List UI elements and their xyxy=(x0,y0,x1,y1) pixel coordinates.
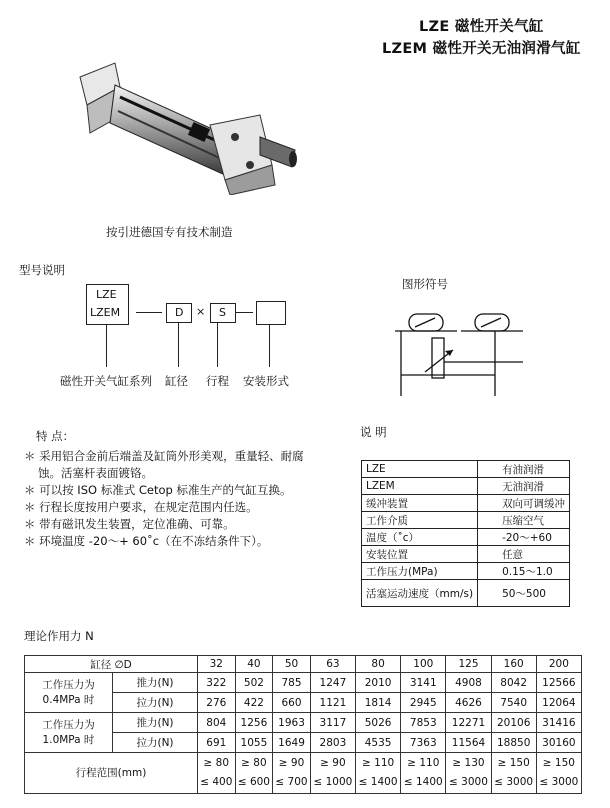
spec-label: 安装位置 xyxy=(362,546,478,563)
cell-text-line: 0.4MPa 时 xyxy=(42,693,95,706)
spec-label: 工作压力(MPa) xyxy=(362,563,478,580)
force-value-cell: 1814 xyxy=(356,693,401,713)
force-value-cell: 1247 xyxy=(310,673,355,693)
force-value-cell: 422 xyxy=(235,693,273,713)
feature-item: ＊ 环境温度 -20～+ 60˚c（在不冻结条件下）。 xyxy=(24,534,269,548)
cell-text-line: ≤ 3000 xyxy=(449,776,488,788)
bore-size-cell: 100 xyxy=(401,656,446,673)
cell-text-line: ≥ 110 xyxy=(362,757,395,769)
bore-size-cell: 50 xyxy=(273,656,311,673)
force-heading: 理论作用力 N xyxy=(24,629,94,643)
cell-text-line: ≤ 3000 xyxy=(494,776,534,788)
range-label: 行程范围(mm) xyxy=(25,753,198,794)
feature-item-continued: 蚀。活塞杆表面镀铬。 xyxy=(38,466,153,480)
leader-line xyxy=(106,324,107,367)
leader-line xyxy=(178,322,179,367)
cell-text-line: ≤ 3000 xyxy=(539,776,579,788)
force-value-cell: 12064 xyxy=(536,693,581,713)
cell-text-line: 1.0MPa 时 xyxy=(42,733,95,746)
force-table-cell: 推力(N) xyxy=(113,713,198,733)
cell-text-line: ≤ 400 xyxy=(200,776,233,788)
dash xyxy=(236,312,253,313)
force-value-cell: 12271 xyxy=(446,713,491,733)
mount-box xyxy=(256,301,286,325)
bore-size-cell: 125 xyxy=(446,656,491,673)
feature-item: ＊ 采用铝合金前后端盖及缸筒外形美观，重量轻、耐腐 xyxy=(24,449,304,463)
cell-text-line: ≥ 90 xyxy=(320,757,346,769)
force-value-cell: 2945 xyxy=(401,693,446,713)
force-value-cell: 7540 xyxy=(491,693,536,713)
label-mount: 安装形式 xyxy=(243,374,289,388)
force-table-cell: 推力(N) xyxy=(113,673,198,693)
stroke-range-cell xyxy=(536,753,581,794)
cell-text-line: 工作压力为 xyxy=(42,718,95,731)
cell-text-line: ≥ 110 xyxy=(407,757,440,769)
force-value-cell: 31416 xyxy=(536,713,581,733)
spec-row xyxy=(362,461,570,478)
force-value-cell: 276 xyxy=(198,693,236,713)
bore-code: D xyxy=(175,306,184,319)
bore-size-cell: 40 xyxy=(235,656,273,673)
spec-label: 缓冲装置 xyxy=(362,495,478,512)
spec-row xyxy=(362,580,570,607)
force-value-cell: 1256 xyxy=(235,713,273,733)
stroke-range-cell xyxy=(356,753,401,794)
bore-size-cell: 200 xyxy=(536,656,581,673)
bore-size-cell: 63 xyxy=(310,656,355,673)
force-value-cell: 18850 xyxy=(491,733,536,753)
cell-text-line: ≤ 1000 xyxy=(313,776,353,788)
force-value-cell: 7363 xyxy=(401,733,446,753)
features-heading: 特 点： xyxy=(36,429,75,443)
spec-value: 50～500 xyxy=(478,580,570,607)
cell-text-line: ≥ 130 xyxy=(452,757,485,769)
label-series: 磁性开关气缸系列 xyxy=(60,374,152,388)
stroke-range-cell xyxy=(446,753,491,794)
bore-size-cell: 160 xyxy=(491,656,536,673)
stroke-range-cell xyxy=(235,753,273,794)
force-value-cell: 322 xyxy=(198,673,236,693)
spec-row xyxy=(362,512,570,529)
force-value-cell: 12566 xyxy=(536,673,581,693)
force-table-row xyxy=(25,673,582,693)
force-value-cell: 8042 xyxy=(491,673,536,693)
force-table xyxy=(24,655,582,794)
spec-row xyxy=(362,478,570,495)
cell-text-line: ≥ 150 xyxy=(497,757,530,769)
spec-label: 温度（˚c） xyxy=(362,529,478,546)
cell-text-line: ≥ 80 xyxy=(241,757,267,769)
force-table-row xyxy=(25,753,582,794)
force-value-cell: 691 xyxy=(198,733,236,753)
force-value-cell: 804 xyxy=(198,713,236,733)
spec-row xyxy=(362,546,570,563)
force-value-cell: 1963 xyxy=(273,713,311,733)
cell-text-line: 工作压力为 xyxy=(42,678,95,691)
times-sign: × xyxy=(196,305,206,318)
title-line-2: LZEM 磁性开关无油润滑气缸 xyxy=(382,41,581,57)
force-value-cell: 4908 xyxy=(446,673,491,693)
pressure-label-0-4 xyxy=(25,673,113,713)
feature-item: ＊ 行程长度按用户要求，在规定范围内任选。 xyxy=(24,500,258,514)
cell-text-line: ≥ 80 xyxy=(203,757,230,769)
cell-text-line: ≥ 90 xyxy=(278,757,305,769)
features-list xyxy=(24,448,304,550)
spec-value: 0.15～1.0 xyxy=(478,563,570,580)
force-value-cell: 3141 xyxy=(401,673,446,693)
force-value-cell: 4535 xyxy=(356,733,401,753)
series-code-lze: LZE xyxy=(96,288,117,301)
force-value-cell: 1121 xyxy=(310,693,355,713)
spec-row xyxy=(362,563,570,580)
spec-value: 无油润滑 xyxy=(478,478,570,495)
spec-label: 活塞运动速度（mm/s) xyxy=(362,580,478,607)
photo-caption: 按引进德国专有技术制造 xyxy=(106,225,233,239)
spec-value: 压缩空气 xyxy=(478,512,570,529)
spec-value: 双向可调缓冲 xyxy=(478,495,570,512)
leader-line xyxy=(269,324,270,367)
cell-text-line: ≤ 600 xyxy=(237,776,270,788)
spec-label: LZE xyxy=(362,461,478,478)
dash xyxy=(136,312,162,313)
series-code-lzem: LZEM xyxy=(90,306,121,319)
force-table-row xyxy=(25,713,582,733)
stroke-range-cell xyxy=(310,753,355,794)
cylinder-photo xyxy=(60,55,310,195)
spec-row xyxy=(362,529,570,546)
force-table-cell: 拉力(N) xyxy=(113,733,198,753)
force-value-cell: 660 xyxy=(273,693,311,713)
stroke-range-cell xyxy=(198,753,236,794)
pressure-label-1-0 xyxy=(25,713,113,753)
force-value-cell: 785 xyxy=(273,673,311,693)
stroke-range-cell xyxy=(491,753,536,794)
bore-size-cell: 80 xyxy=(356,656,401,673)
spec-value: 有油润滑 xyxy=(478,461,570,478)
label-stroke: 行程 xyxy=(206,374,229,388)
stroke-code: S xyxy=(219,306,226,319)
stroke-range-cell xyxy=(273,753,311,794)
stroke-range-cell xyxy=(401,753,446,794)
cell-text-line: ≤ 1400 xyxy=(358,776,398,788)
force-value-cell: 2010 xyxy=(356,673,401,693)
label-bore: 缸径 xyxy=(165,374,188,388)
spec-value: 任意 xyxy=(478,546,570,563)
spec-row xyxy=(362,495,570,512)
bore-size-cell: 32 xyxy=(198,656,236,673)
graphic-symbol-diagram xyxy=(395,310,535,400)
stroke-box xyxy=(210,303,236,323)
cell-text-line: ≤ 700 xyxy=(275,776,308,788)
force-value-cell: 2803 xyxy=(310,733,355,753)
spec-heading: 说 明 xyxy=(360,425,387,439)
spec-label: LZEM xyxy=(362,478,478,495)
force-value-cell: 3117 xyxy=(310,713,355,733)
series-box xyxy=(86,284,129,325)
force-value-cell: 5026 xyxy=(356,713,401,733)
leader-line xyxy=(217,322,218,367)
symbol-heading: 图形符号 xyxy=(402,277,448,291)
spec-label: 工作介质 xyxy=(362,512,478,529)
force-table-header-row xyxy=(25,656,582,673)
force-value-cell: 30160 xyxy=(536,733,581,753)
bore-box xyxy=(166,303,192,323)
spec-table xyxy=(361,460,570,607)
force-value-cell: 4626 xyxy=(446,693,491,713)
feature-item: ＊ 带有磁讯发生装置，定位准确、可靠。 xyxy=(24,517,235,531)
spec-value: -20～+60 xyxy=(478,529,570,546)
force-value-cell: 7853 xyxy=(401,713,446,733)
title-line-1: LZE 磁性开关气缸 xyxy=(419,19,544,35)
force-value-cell: 502 xyxy=(235,673,273,693)
bore-header: 缸径 ∅D xyxy=(25,656,198,673)
cell-text-line: ≥ 150 xyxy=(542,757,575,769)
force-value-cell: 1055 xyxy=(235,733,273,753)
force-value-cell: 11564 xyxy=(446,733,491,753)
feature-item: ＊ 可以按 ISO 标准式 Cetop 标准生产的气缸互换。 xyxy=(24,483,292,497)
force-value-cell: 1649 xyxy=(273,733,311,753)
cell-text-line: ≤ 1400 xyxy=(403,776,443,788)
model-heading: 型号说明 xyxy=(19,263,65,277)
force-value-cell: 20106 xyxy=(491,713,536,733)
force-table-cell: 拉力(N) xyxy=(113,693,198,713)
